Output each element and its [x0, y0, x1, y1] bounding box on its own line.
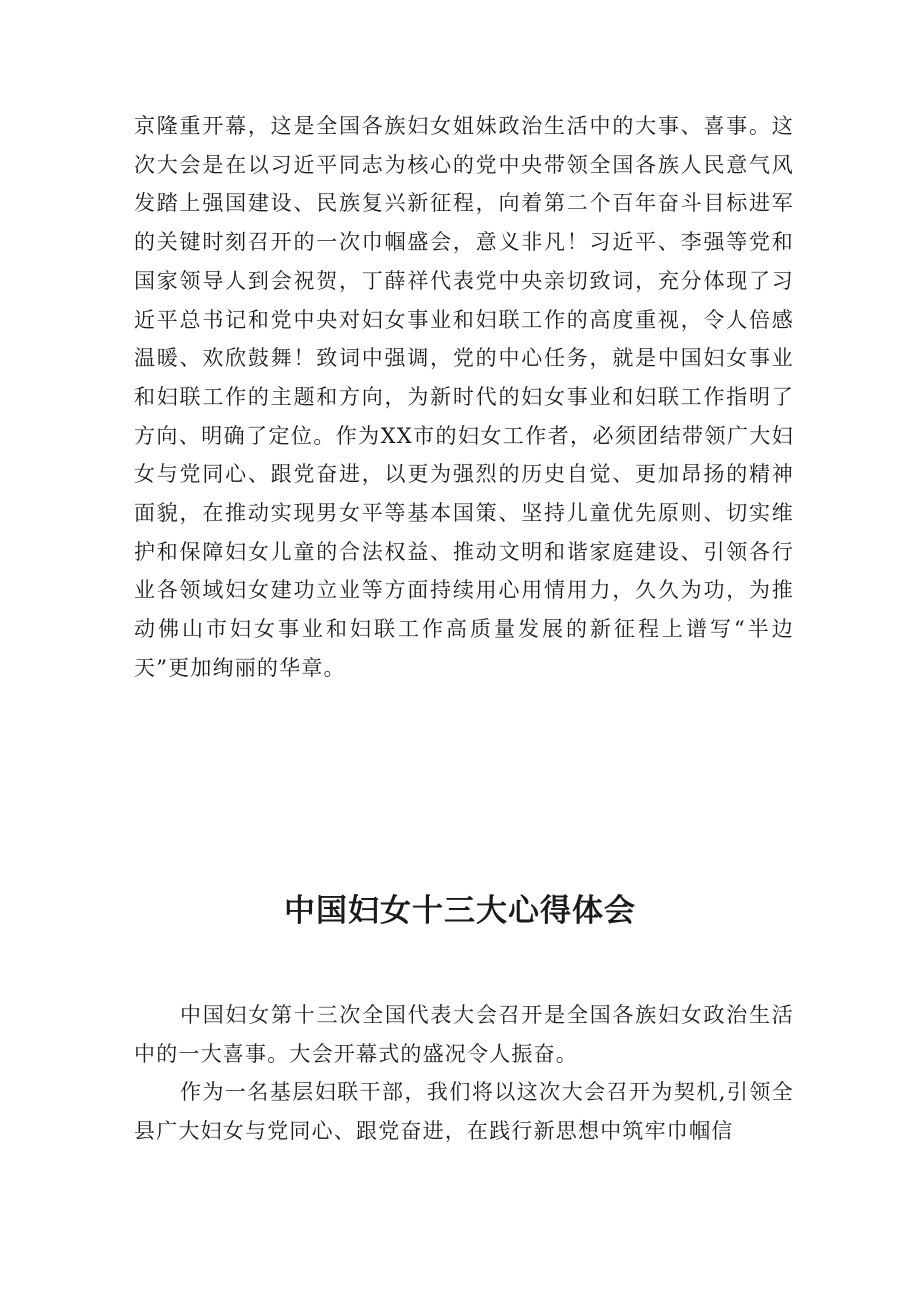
- paragraph: 作为一名基层妇联干部，我们将以这次大会召开为契机,引领全县广大妇女与党同心、跟党奋进，在践行新思想中筑牢巾帼信: [134, 1080, 794, 1144]
- continued-paragraph: 京隆重开幕，这是全国各族妇女姐妹政治生活中的大事、喜事。这次大会是在以习近平同志为核心的党中央带领全国各族人民意气风发踏上强国建设、民族复兴新征程，向着第二个百年奋斗目标进军的关键时刻召开的一次巾帼盛会，意义非凡！习近平、李强等党和国家领导人到会祝贺，丁薛祥代表党中央亲切致词，充分体现了习近平总书记和党中央对妇女事业和妇联工作的高度重视，令人倍感温暖、欢欣鼓舞！致词中强调，党的中心任务，就是中国妇女事业和妇联工作的主题和方向，为新时代的妇女事业和妇联工作指明了方向、明确了定位。作为XX市的妇女工作者，必须团结带领广大妇女与党同心、跟党奋进，以更为强烈的历史自觉、更加昂扬的精神面貌，在推动实现男女平等基本国策、坚持儿童优先原则、切实维护和保障妇女儿童的合法权益、推动文明和谐家庭建设、引领各行业各领域妇女建功立业等方面持续用心用情用力，久久为功，为推动佛山市妇女事业和妇联工作高质量发展的新征程上谱写“半边天”更加绚丽的华章。: [134, 114, 794, 680]
- section-text-block: [134, 996, 794, 1151]
- section-title: 中国妇女十三大心得体会: [284, 893, 636, 929]
- continued-text-block: [134, 107, 794, 688]
- paragraph: 中国妇女第十三次全国代表大会召开是全国各族妇女政治生活中的一大喜事。大会开幕式的盛况令人振奋。: [134, 1003, 794, 1066]
